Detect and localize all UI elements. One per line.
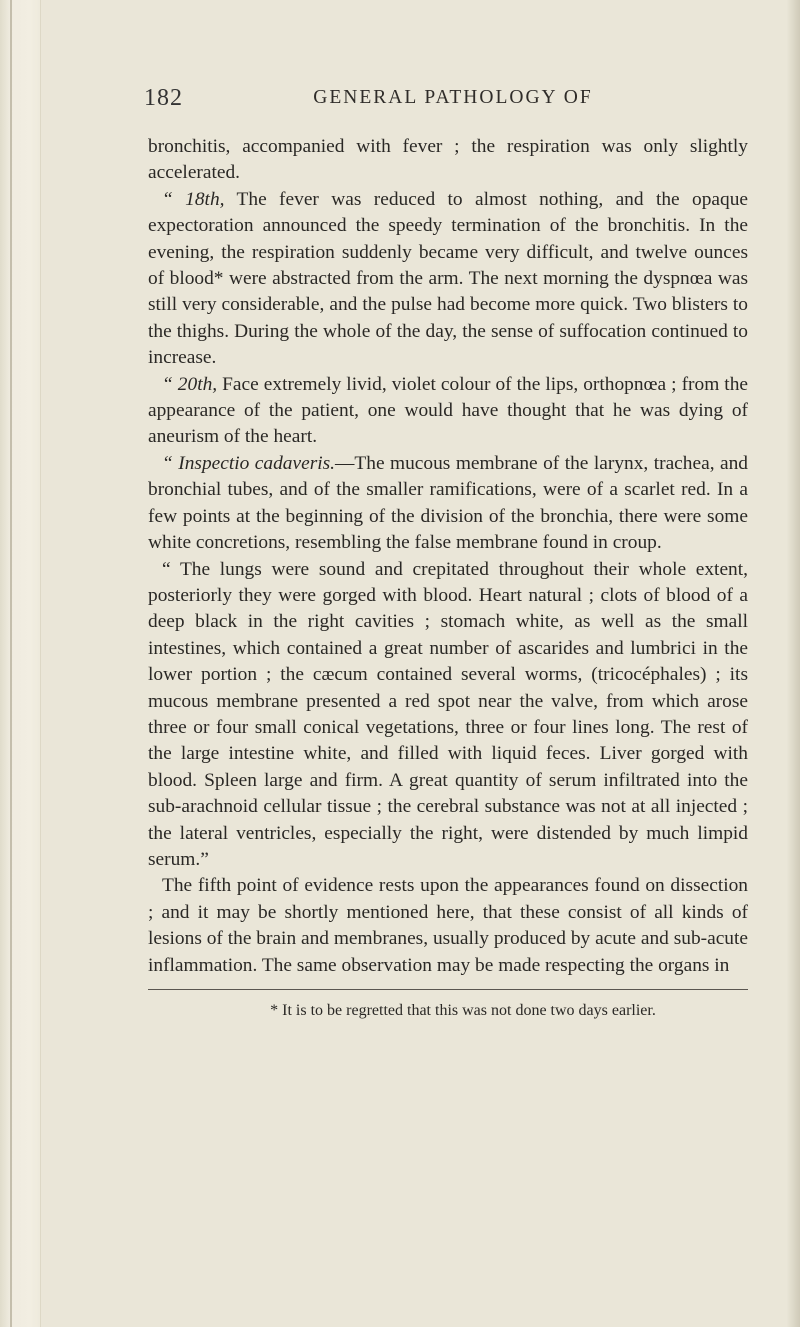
paragraph [148, 873, 748, 979]
page-header [144, 85, 748, 127]
paragraph-lead: “ Inspectio cadaveris. [162, 452, 336, 474]
paragraph [148, 451, 748, 557]
page-edge-shadow [786, 0, 800, 1327]
footnote: * It is to be regretted that this was not done two days earlier. [270, 1002, 656, 1019]
paragraph [148, 372, 748, 451]
paragraph-lead: “ 20th, [162, 373, 218, 395]
paragraph [148, 134, 748, 187]
body-text [148, 127, 748, 979]
paragraph [148, 187, 748, 372]
gutter-rule [10, 0, 12, 1327]
page-number: 182 [144, 85, 183, 111]
paragraph-text: Face extremely livid, violet colour of the lips, orthopnœa ; from the appearance of the patient, one would have thought that he was dying of aneurism of the heart. [148, 373, 748, 448]
paragraph-text: The fever was reduced to almost nothing, and the opaque expectoration announced the speedy termination of the bronchitis. In the evening, the respiration suddenly became very difficult, and twelve ounces of blood* were abstracted from the arm. The next morning the dyspnœa was still very considerable, and the pulse had become more quick. Two blisters to the thighs. During the whole of the day, the sense of suffocation continued to increase. [148, 188, 749, 369]
paragraph-text: “ The lungs were sound and crepitated throughout their whole extent, posteriorly they were gorged with blood. Heart natural ; clots of blood of a deep black in the right cavities ; stomach white, as well as the small intestines, which contained a great number of ascarides and lumbrici in the lower portion ; the cæcum contained several worms, (tricocéphales) ; its mucous membrane presented a red spot near the valve, from which arose three or four small conical vegetations, three or four lines long. The rest of the large intestine white, and filled with liquid feces. Liver gorged with blood. Spleen large and firm. A great quantity of serum infiltrated into the sub-arachnoid cellular tissue ; the cerebral substance was not at all injected ; the lateral ventricles, especially the right, were distended by much limpid serum.” [148, 558, 748, 870]
binding-gutter [0, 0, 41, 1327]
book-page [144, 85, 749, 1022]
paragraph [148, 557, 748, 874]
footnote-rule [148, 989, 748, 990]
running-head: GENERAL PATHOLOGY OF [313, 87, 593, 108]
paragraph-text: —The mucous membrane of the larynx, trachea, and bronchial tubes, and of the smaller ramifications, were of a scarlet red. In a few points at the beginning of the division of the bronchia, there were some white concretions, resembling the false membrane found in croup. [148, 452, 748, 554]
paragraph-text: The fifth point of evidence rests upon the appearances found on dissection ; and it may be shortly mentioned here, that these consist of all kinds of lesions of the brain and membranes, usually produced by acute and sub-acute inflammation. The same observation may be made respecting the organs in [148, 875, 748, 976]
paragraph-lead: “ 18th, [162, 188, 225, 210]
paragraph-text: bronchitis, accompanied with fever ; the respiration was only slightly accelerated. [148, 136, 748, 184]
